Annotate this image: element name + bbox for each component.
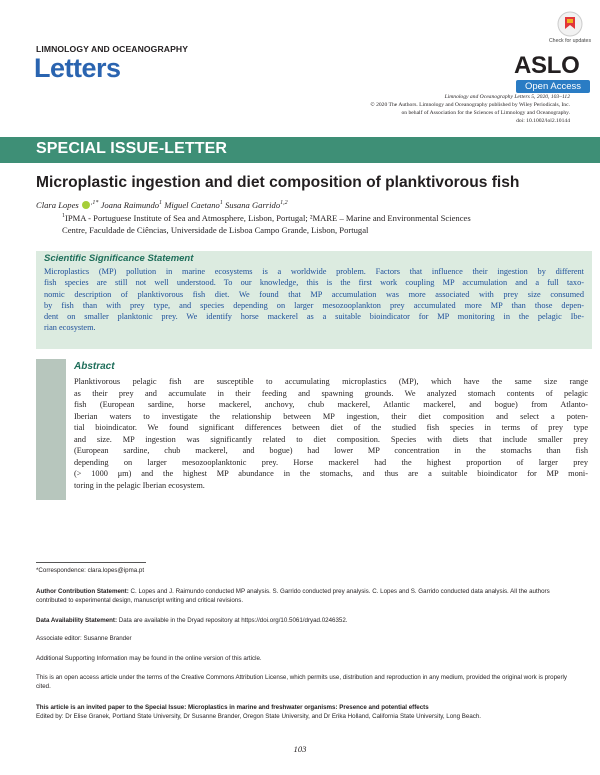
correspondence-note: *Correspondence: clara.lopes@ipma.pt bbox=[36, 567, 145, 574]
text-line: fish species are still not well understood. To our knowledge, this is the first work coupling MP accumulation and a full taxo- bbox=[44, 278, 584, 288]
footnote-divider bbox=[36, 562, 146, 563]
text-line: Microplastics (MP) pollution in marine ecosystems is a worldwide problem. Factors that influence their ingestion by different bbox=[44, 267, 584, 276]
text-line: (> 1000 μm) and the highest MP abundance in the stomachs, and thus are a suitable bioindicator for MP moni- bbox=[74, 469, 588, 478]
abstract-text bbox=[74, 376, 588, 491]
text-line: tial bioindicator. We found significant differences between diet of the studied fish species in terms of prey type bbox=[74, 423, 588, 432]
affiliation-line: Centre, Faculdade de Ciências, Universidade de Lisboa Campo Grande, Lisbon, Portugal bbox=[62, 224, 369, 235]
significance-text bbox=[44, 266, 584, 334]
citation-line: © 2020 The Authors. Limnology and Oceanography published by Wiley Periodicals, Inc. bbox=[370, 102, 570, 108]
significance-heading: Scientific Significance Statement bbox=[44, 253, 194, 264]
bookmark-icon bbox=[552, 10, 588, 50]
author-affil-mark: ,1* bbox=[90, 200, 99, 207]
text-line: nomic description of planktivorous fish diet. We found that MP accumulation was more associated with prey size consumed bbox=[44, 289, 584, 299]
citation-block bbox=[250, 93, 570, 125]
author-name: Clara Lopes bbox=[36, 200, 79, 210]
citation-line: on behalf of Association for the Sciences of Limnology and Oceanography. bbox=[401, 110, 570, 116]
affiliation-line: IPMA - Portuguese Institute of Sea and Atmosphere, Lisbon, Portugal; ²MARE – Marine and Environmental Sciences bbox=[65, 212, 471, 223]
citation-line: Limnology and Oceanography Letters 5, 2020, 103–112 bbox=[444, 94, 570, 100]
text-line: (European sardine, chub mackerel, and bogue) had lower MP concentration in the stomachs than fish bbox=[74, 446, 588, 455]
text-line: as their prey and accumulate in their feeding and spawning grounds. We analyzed stomach contents of pelagic bbox=[74, 388, 588, 398]
author-name: Joana Raimundo bbox=[100, 200, 160, 210]
author-affil-mark: 1 bbox=[219, 200, 223, 207]
author-contribution bbox=[36, 587, 576, 605]
data-text: Data are available in the Dryad repository at https://doi.org/10.5061/dryad.0246352. bbox=[118, 617, 348, 624]
associate-editor: Associate editor: Susanne Brander bbox=[36, 635, 132, 642]
open-access-badge: Open Access bbox=[516, 80, 590, 93]
orcid-icon[interactable] bbox=[82, 201, 90, 209]
text-line: rian ecosystem. bbox=[44, 323, 96, 333]
article-title: Microplastic ingestion and diet composition of planktivorous fish bbox=[36, 174, 520, 191]
edited-by-note: Edited by: Dr Elise Granek, Portland State University, Dr Susanne Brander, Oregon State University, and Dr Erika Holland, California State University, Long Beach. bbox=[36, 713, 482, 720]
author-name: Susana Garrido bbox=[224, 200, 281, 210]
text-line: and size. MP ingestion was significantly related to diet composition. Species with diets that include smaller prey bbox=[74, 434, 588, 444]
journal-name-line: LIMNOLOGY AND OCEANOGRAPHY bbox=[36, 44, 189, 54]
affiliations bbox=[62, 210, 572, 236]
text-line: fish (European sardine, horse mackerel, anchovy, chub mackerel, Atlantic mackerel, and bogue) from Atlanto- bbox=[74, 400, 588, 409]
special-issue-note: This article is an invited paper to the Special Issue: Microplastics in marine and freshwater organisms: Presence and potential effects bbox=[36, 704, 429, 711]
text-line: Planktivorous pelagic fish are susceptible to accumulating microplastics (MP), which have the same size range bbox=[74, 377, 588, 386]
page-number: 103 bbox=[293, 744, 307, 754]
text-line: dent on smaller planktonic prey. We identify horse mackerel as a suitable bioindicator for MP monitoring in the pelagic Ibe- bbox=[44, 312, 584, 322]
contribution-label: Author Contribution Statement: bbox=[36, 588, 129, 595]
author-affil-mark: 1,2 bbox=[280, 200, 288, 207]
data-availability bbox=[36, 616, 576, 625]
abstract-sidebar bbox=[36, 359, 66, 500]
text-line: depending on larger mesozooplanktonic prey. Horse mackerel had the highest proportion of larger prey bbox=[74, 457, 588, 467]
text-line: toring in the pelagic Iberian ecosystem. bbox=[74, 480, 205, 490]
data-label: Data Availability Statement: bbox=[36, 617, 118, 624]
author-affil-mark: 1 bbox=[159, 200, 163, 207]
society-logo: ASLO bbox=[514, 52, 580, 79]
text-line: by fish than with prey type, and species depending on larger mesozooplankton prey accumulated more MP than those depen- bbox=[44, 300, 584, 310]
author-name: Miguel Caetano bbox=[164, 200, 220, 210]
contribution-text: C. Lopes and J. Raimundo conducted MP analysis. S. Garrido conducted prey analysis. C. Lopes and S. Garrido conducted data analysis. All the authors contributed to experimental design, manuscript writing and critical revisions. bbox=[36, 588, 550, 604]
check-updates-label: Check for updates bbox=[548, 38, 592, 44]
text-line: Iberian waters to investigate the relationship between MP ingestion, their diet composition and select a poten- bbox=[74, 411, 588, 421]
journal-title: Letters bbox=[34, 53, 121, 83]
license-note: This is an open access article under the terms of the Creative Commons Attribution License, which permits use, distribution and reproduction in any medium, provided the original work is properly cited. bbox=[36, 674, 568, 690]
abstract-heading: Abstract bbox=[74, 361, 115, 372]
author-list bbox=[36, 200, 288, 210]
check-for-updates-badge[interactable] bbox=[548, 10, 592, 50]
section-banner-label: SPECIAL ISSUE-LETTER bbox=[36, 140, 228, 157]
supporting-info: Additional Supporting Information may be found in the online version of this article. bbox=[36, 655, 262, 662]
doi-line: doi: 10.1002/lol2.10144 bbox=[516, 118, 570, 124]
affil-mark: 1 bbox=[62, 213, 65, 219]
